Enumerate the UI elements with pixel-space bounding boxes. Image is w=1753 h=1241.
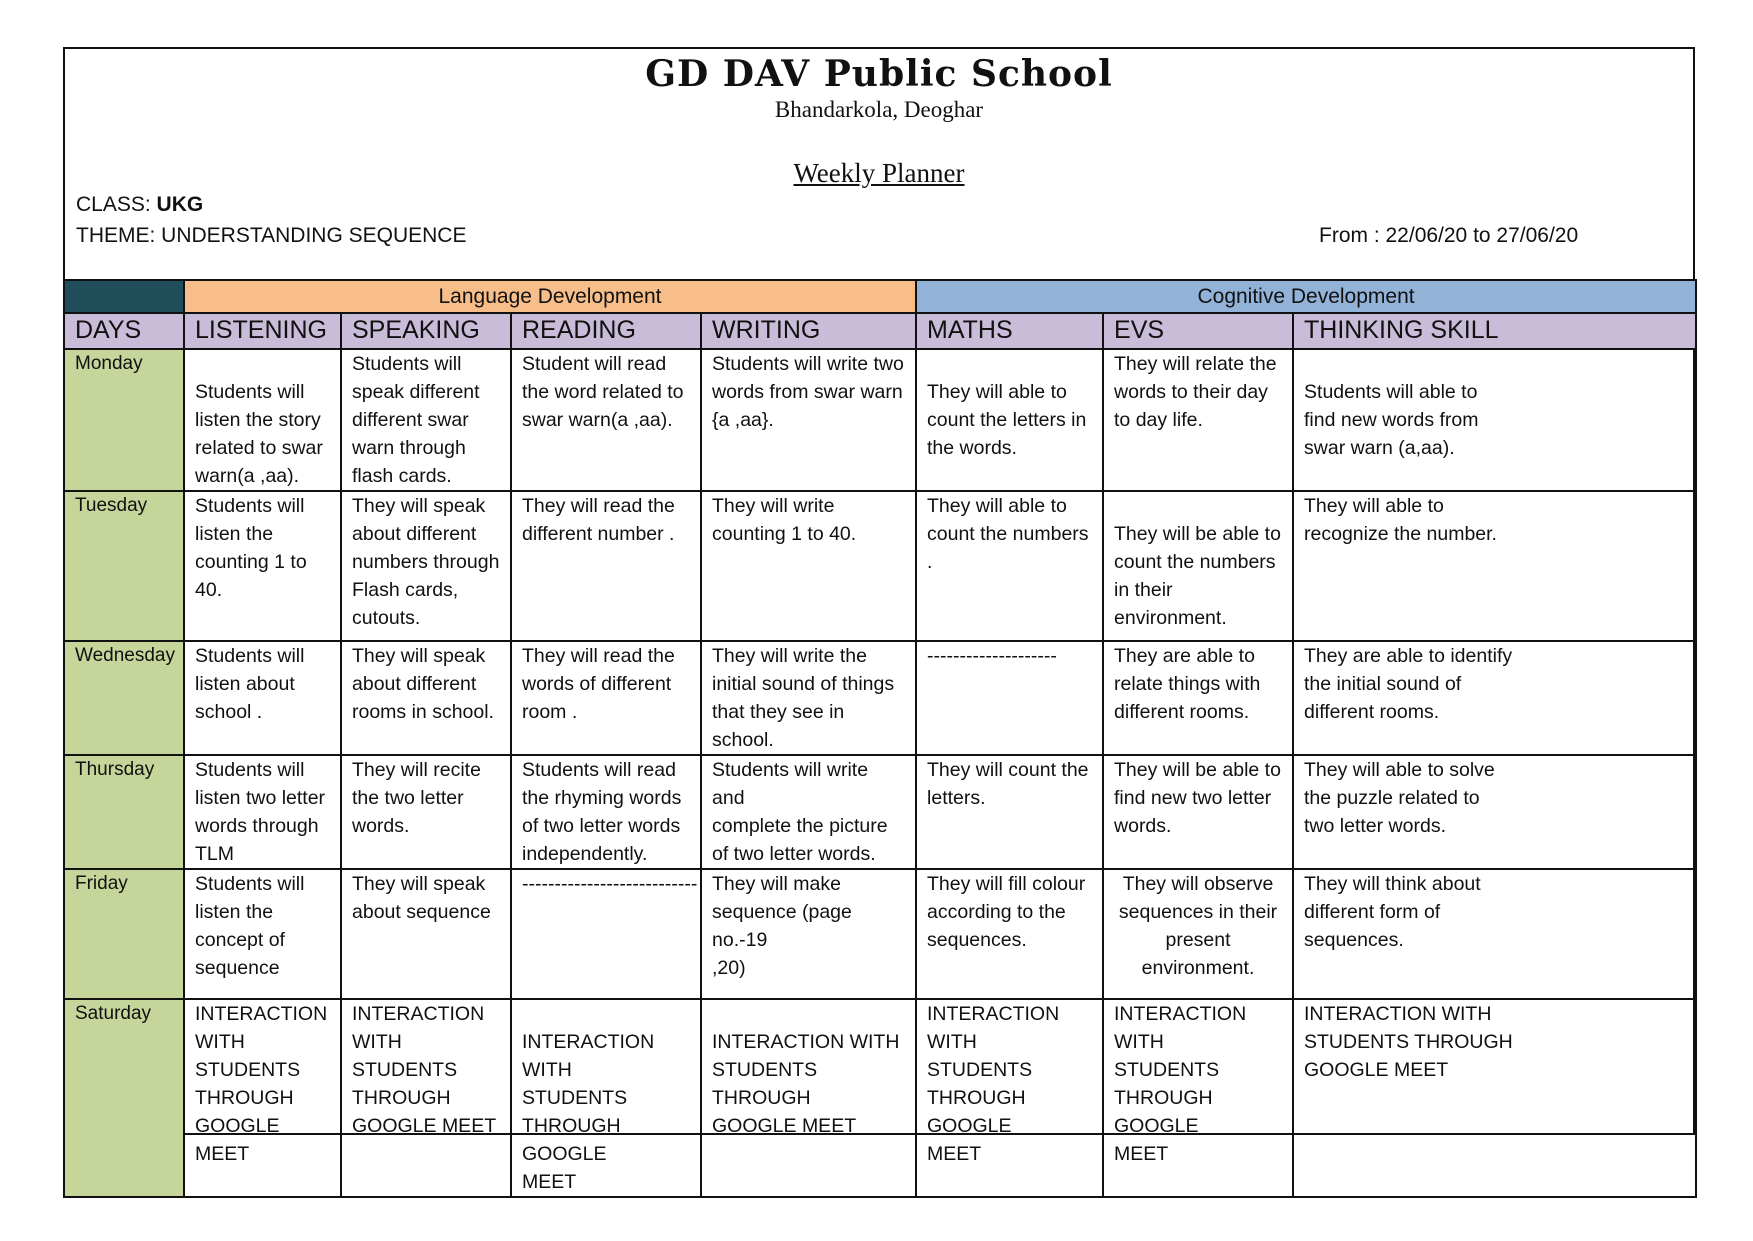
school-location: Bhandarkola, Deoghar xyxy=(774,97,984,122)
planner-cell-thinking-skill: Students will able to find new words from swar warn (a,aa). xyxy=(1293,349,1696,491)
planner-page xyxy=(63,47,1695,1193)
table-row xyxy=(64,349,1696,491)
column-header-listening: LISTENING xyxy=(184,313,341,349)
cognitive-development-header: Cognitive Development xyxy=(916,280,1696,313)
day-cell-monday: Monday xyxy=(64,349,184,491)
planner-cell-maths: They will able to count the numbers . xyxy=(916,491,1103,641)
planner-cell-listening: Students will listen two letter words through TLM xyxy=(184,755,341,869)
planner-cell-listening: Students will listen the concept of sequence xyxy=(184,869,341,999)
column-header-thinking-skill: THINKING SKILL xyxy=(1293,313,1696,349)
date-range: From : 22/06/20 to 27/06/20 xyxy=(1319,224,1579,247)
class-line xyxy=(76,193,203,217)
table-row xyxy=(64,869,1696,999)
planner-cell-evs: They are able to relate things with different rooms. xyxy=(1103,641,1293,755)
planner-cell-evs: They will relate the words to their day to day life. xyxy=(1103,349,1293,491)
day-cell-saturday: Saturday xyxy=(64,999,184,1197)
day-cell-tuesday: Tuesday xyxy=(64,491,184,641)
column-header-days: DAYS xyxy=(64,313,184,349)
planner-cell-evs: They will be able to count the numbers in their environment. xyxy=(1103,491,1293,641)
planner-cell-evs: They will be able to find new two letter words. xyxy=(1103,755,1293,869)
planner-cell-maths: INTERACTION WITH STUDENTS THROUGH GOOGLE MEET xyxy=(916,999,1103,1197)
table-row xyxy=(64,641,1696,755)
planner-cell-speaking: They will speak about different numbers through Flash cards, cutouts. xyxy=(341,491,511,641)
planner-cell-reading: They will read the words of different room . xyxy=(511,641,701,755)
planner-cell-speaking: They will speak about different rooms in school. xyxy=(341,641,511,755)
planner-cell-reading: INTERACTION WITH STUDENTS THROUGH GOOGLE MEET xyxy=(511,999,701,1197)
planner-cell-listening: INTERACTION WITH STUDENTS THROUGH GOOGLE MEET xyxy=(184,999,341,1197)
planner-cell-thinking-skill: They will able to recognize the number. xyxy=(1293,491,1696,641)
day-cell-thursday: Thursday xyxy=(64,755,184,869)
planner-cell-writing: Students will write and complete the picture of two letter words. xyxy=(701,755,916,869)
column-header-writing: WRITING xyxy=(701,313,916,349)
day-cell-wednesday: Wednesday xyxy=(64,641,184,755)
class-label: CLASS: xyxy=(76,193,157,216)
planner-cell-reading: They will read the different number . xyxy=(511,491,701,641)
planner-title-text: Weekly Planner xyxy=(793,158,965,188)
planner-cell-evs: INTERACTION WITH STUDENTS THROUGH GOOGLE MEET xyxy=(1103,999,1293,1197)
planner-cell-speaking: INTERACTION WITH STUDENTS THROUGH GOOGLE MEET xyxy=(341,999,511,1197)
class-value: UKG xyxy=(156,193,204,216)
planner-cell-writing: They will make sequence (page no.-19 ,20) xyxy=(701,869,916,999)
language-development-header: Language Development xyxy=(184,280,916,313)
planner-cell-listening: Students will listen the story related to swar warn(a ,aa). xyxy=(184,349,341,491)
planner-cell-maths: -------------------- xyxy=(916,641,1103,755)
planner-title xyxy=(65,158,1693,189)
table-row xyxy=(64,755,1696,869)
planner-cell-maths: They will fill colour according to the sequences. xyxy=(916,869,1103,999)
column-header-evs: EVS xyxy=(1103,313,1293,349)
planner-cell-thinking-skill: INTERACTION WITH STUDENTS THROUGH GOOGLE MEET xyxy=(1293,999,1696,1197)
planner-cell-reading: --------------------------- xyxy=(511,869,701,999)
column-header-row xyxy=(64,313,1696,349)
planner-cell-listening: Students will listen about school . xyxy=(184,641,341,755)
planner-cell-evs: They will observe sequences in their present environment. xyxy=(1103,869,1293,999)
planner-cell-reading: Student will read the word related to swar warn(a ,aa). xyxy=(511,349,701,491)
table-row xyxy=(64,999,1696,1197)
planner-cell-thinking-skill: They are able to identify the initial sound of different rooms. xyxy=(1293,641,1696,755)
planner-cell-writing: Students will write two words from swar warn {a ,aa}. xyxy=(701,349,916,491)
planner-cell-reading: Students will read the rhyming words of two letter words independently. xyxy=(511,755,701,869)
theme-line: THEME: UNDERSTANDING SEQUENCE xyxy=(76,224,467,247)
column-header-maths: MATHS xyxy=(916,313,1103,349)
planner-cell-speaking: Students will speak different different swar warn through flash cards. xyxy=(341,349,511,491)
planner-cell-speaking: They will speak about sequence xyxy=(341,869,511,999)
table-row xyxy=(64,491,1696,641)
planner-cell-listening: Students will listen the counting 1 to 40. xyxy=(184,491,341,641)
corner-cell xyxy=(64,280,184,313)
planner-cell-maths: They will count the letters. xyxy=(916,755,1103,869)
planner-cell-writing: They will write counting 1 to 40. xyxy=(701,491,916,641)
planner-cell-thinking-skill: They will think about different form of sequences. xyxy=(1293,869,1696,999)
planner-cell-thinking-skill: They will able to solve the puzzle related to two letter words. xyxy=(1293,755,1696,869)
planner-cell-maths: They will able to count the letters in the words. xyxy=(916,349,1103,491)
weekly-planner-table xyxy=(63,279,1697,1198)
day-cell-friday: Friday xyxy=(64,869,184,999)
planner-cell-writing: They will write the initial sound of things that they see in school. xyxy=(701,641,916,755)
column-header-speaking: SPEAKING xyxy=(341,313,511,349)
school-name: GD DAV Public School xyxy=(645,53,1113,95)
planner-cell-speaking: They will recite the two letter words. xyxy=(341,755,511,869)
planner-header xyxy=(65,49,1693,281)
group-header-row xyxy=(64,280,1696,313)
planner-cell-writing: INTERACTION WITH STUDENTS THROUGH GOOGLE MEET xyxy=(701,999,916,1197)
column-header-reading: READING xyxy=(511,313,701,349)
